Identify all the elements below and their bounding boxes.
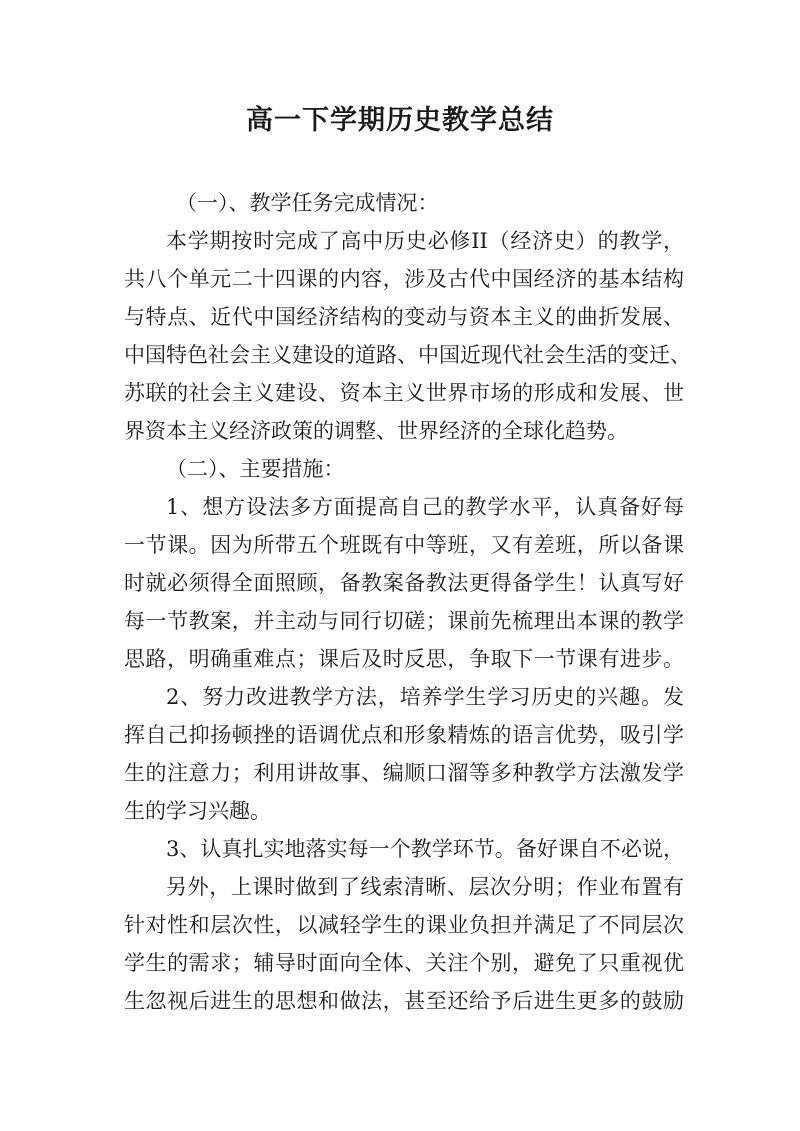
paragraph-line: 针对性和层次性，以减轻学生的课业负担并满足了不同层次: [124, 913, 684, 937]
section-heading: （一）、教学任务完成情况：: [176, 191, 439, 215]
paragraph-line: 挥自己抑扬顿挫的语调优点和形象精炼的语言优势，吸引学: [124, 723, 684, 747]
paragraph-line: 一节课。因为所带五个班既有中等班，又有差班，所以备课: [124, 533, 684, 557]
paragraph-line: 时就必须得全面照顾，备教案备教法更得备学生！认真写好: [124, 571, 684, 595]
paragraph-line: 与特点、近代中国经济结构的变动与资本主义的曲折发展、: [124, 305, 684, 329]
paragraph-line: 界资本主义经济政策的调整、世界经济的全球化趋势。: [124, 419, 628, 443]
paragraph-line: 本学期按时完成了高中历史必修II（经济史）的教学，: [166, 229, 684, 253]
paragraph-line: 中国特色社会主义建设的道路、中国近现代社会生活的变迁、: [124, 343, 691, 367]
paragraph-line: 生的学习兴趣。: [124, 799, 271, 823]
paragraph-line: 生的注意力；利用讲故事、编顺口溜等多种教学方法激发学: [124, 761, 684, 785]
paragraph-line: 思路，明确重难点；课后及时反思，争取下一节课有进步。: [124, 647, 684, 671]
paragraph-line: 苏联的社会主义建设、资本主义世界市场的形成和发展、世: [124, 381, 684, 405]
paragraph-line: 学生的需求；辅导时面向全体、关注个别，避免了只重视优: [124, 951, 684, 975]
paragraph-line: 1、想方设法多方面提高自己的教学水平，认真备好每: [166, 495, 684, 519]
paragraph-line: 生忽视后进生的思想和做法，甚至还给予后进生更多的鼓励: [124, 989, 684, 1013]
paragraph-line: 2、努力改进教学方法，培养学生学习历史的兴趣。发: [166, 685, 684, 709]
paragraph-line: 另外，上课时做到了线索清晰、层次分明；作业布置有: [166, 875, 684, 899]
document-title: 高一下学期历史教学总结: [246, 105, 554, 136]
paragraph-line: 3、认真扎实地落实每一个教学环节。备好课自不必说，: [166, 837, 684, 861]
paragraph-line: 每一节教案，并主动与同行切磋；课前先梳理出本课的教学: [124, 609, 684, 633]
section-heading: （二）、主要措施：: [166, 457, 345, 481]
paragraph-line: 共八个单元二十四课的内容，涉及古代中国经济的基本结构: [124, 267, 684, 291]
